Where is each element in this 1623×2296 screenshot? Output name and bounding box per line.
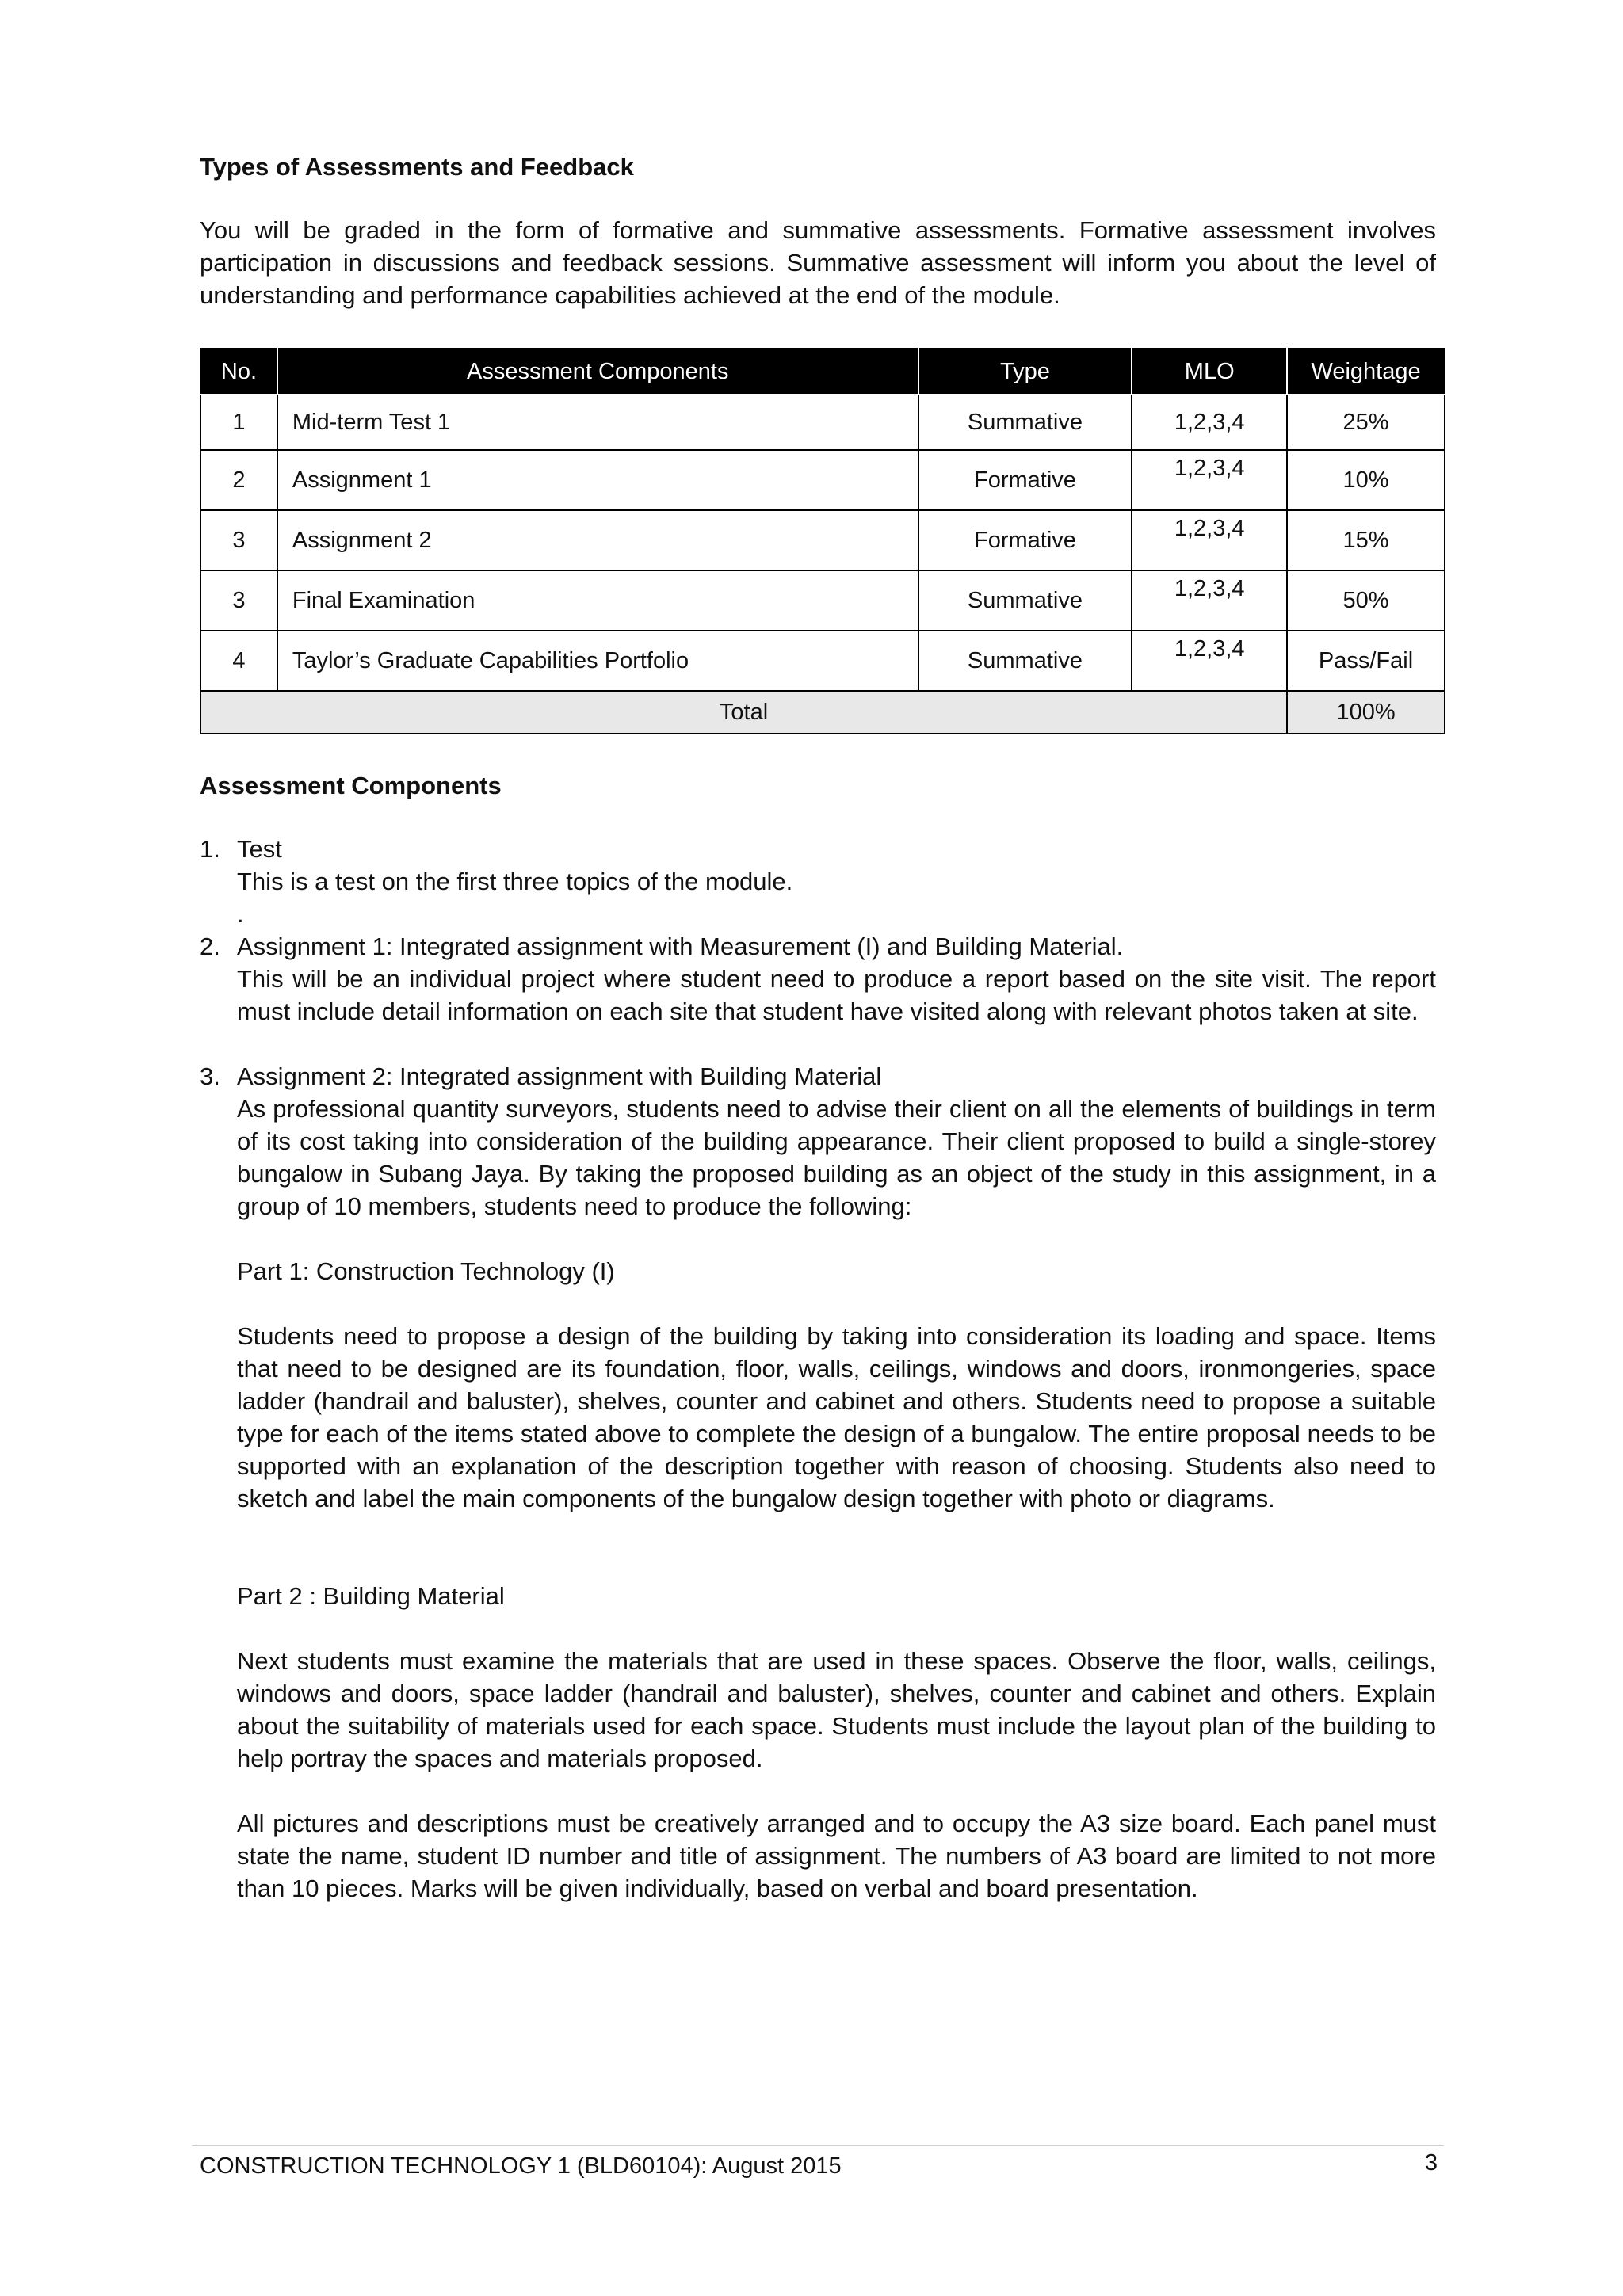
page-number: 3 [1424,2150,1438,2176]
cell-mlo: 1,2,3,4 [1132,570,1287,631]
footer-divider [192,2145,1444,2146]
item-number: 2. [200,933,220,960]
header-type: Type [918,349,1132,395]
cell-weightage: 25% [1287,395,1445,450]
header-weightage: Weightage [1287,349,1445,395]
table-row [200,510,1445,570]
item-title: Assignment 2: Integrated assignment with Building Material [237,1062,882,1090]
cell-no: 3 [200,510,277,570]
cell-type: Formative [918,510,1132,570]
part2-text: Next students must examine the materials that are used in these spaces. Observe the floor, walls, ceilings, windows and doors, space ladder (handrail and baluster), shelves, counter and cabinet and others. Explain about the suitability of materials used for each space. Students must include the layout plan of the building to help portray the spaces and materials proposed. [237,1647,1436,1772]
cell-weightage: Pass/Fail [1287,631,1445,691]
cell-mlo: 1,2,3,4 [1132,510,1287,570]
item-title: Test [237,835,282,863]
item-title: Assignment 1: Integrated assignment with Measurement (I) and Building Material. [237,933,1124,960]
part2-title: Part 2 : Building Material [237,1582,505,1610]
cell-no: 4 [200,631,277,691]
closing-text: All pictures and descriptions must be creatively arranged and to occupy the A3 size board. Each panel must state the name, student ID number and title of assignment. The numbers of A3 board are limited to not more than 10 pieces. Marks will be given individually, based on verbal and board presentation. [237,1810,1436,1902]
assessment-list [200,833,1436,1905]
header-no: No. [200,349,277,395]
item-text: This will be an individual project where student need to produce a report based on the site visit. The report must include detail information on each site that student have visited along with relevant photos taken at site. [237,965,1436,1025]
cell-no: 1 [200,395,277,450]
list-item [200,833,1436,930]
table-row [200,395,1445,450]
table-total-row [200,691,1445,734]
total-value: 100% [1287,691,1445,734]
part1-text: Students need to propose a design of the building by taking into consideration its loading and space. Items that need to be designed are its foundation, floor, walls, ceilings, windows and doors, ironmongeries, space ladder (handrail and baluster), shelves, counter and cabinet and others. Students need to propose a suitable type for each of the items stated above to complete the design of a bungalow. The entire proposal needs to be supported with an explanation of the description together with reason of choosing. Students also need to sketch and label the main components of the bungalow design together with photo or diagrams. [237,1322,1436,1512]
components-heading: Assessment Components [200,772,502,799]
table-row [200,450,1445,510]
cell-mlo: 1,2,3,4 [1132,395,1287,450]
assessment-table [200,348,1445,734]
item-number: 3. [200,1062,220,1090]
cell-component: Assignment 1 [277,450,918,510]
cell-type: Summative [918,631,1132,691]
cell-type: Summative [918,570,1132,631]
header-component: Assessment Components [277,349,918,395]
cell-no: 2 [200,450,277,510]
cell-component: Assignment 2 [277,510,918,570]
item-dot: . [237,900,244,928]
list-item [200,1060,1436,1905]
section-heading: Types of Assessments and Feedback [200,153,634,181]
part1-title: Part 1: Construction Technology (I) [237,1257,615,1285]
header-mlo: MLO [1132,349,1287,395]
cell-no: 3 [200,570,277,631]
item-text: As professional quantity surveyors, students need to advise their client on all the elements of buildings in term of its cost taking into consideration of the building appearance. Their client proposed to build a single-storey bungalow in Subang Jaya. By taking the proposed building as an object of the study in this assignment, in a group of 10 members, students need to produce the following: [237,1095,1436,1220]
item-number: 1. [200,835,220,863]
cell-type: Formative [918,450,1132,510]
total-label: Total [200,691,1287,734]
table-row [200,631,1445,691]
table-row [200,570,1445,631]
item-text: This is a test on the first three topics of the module. [237,868,793,895]
cell-weightage: 50% [1287,570,1445,631]
list-item [200,930,1436,1028]
table-header-row [200,349,1445,395]
cell-type: Summative [918,395,1132,450]
intro-paragraph: You will be graded in the form of formative and summative assessments. Formative assessment involves participation in discussions and feedback sessions. Summative assessment will inform you about the level of understanding and performance capabilities achieved at the end of the module. [200,216,1436,309]
cell-component: Final Examination [277,570,918,631]
footer-course: CONSTRUCTION TECHNOLOGY 1 (BLD60104): August 2015 [200,2153,842,2179]
cell-component: Taylor’s Graduate Capabilities Portfolio [277,631,918,691]
page-content [200,151,1436,1905]
cell-mlo: 1,2,3,4 [1132,450,1287,510]
cell-weightage: 15% [1287,510,1445,570]
cell-component: Mid-term Test 1 [277,395,918,450]
cell-weightage: 10% [1287,450,1445,510]
cell-mlo: 1,2,3,4 [1132,631,1287,691]
